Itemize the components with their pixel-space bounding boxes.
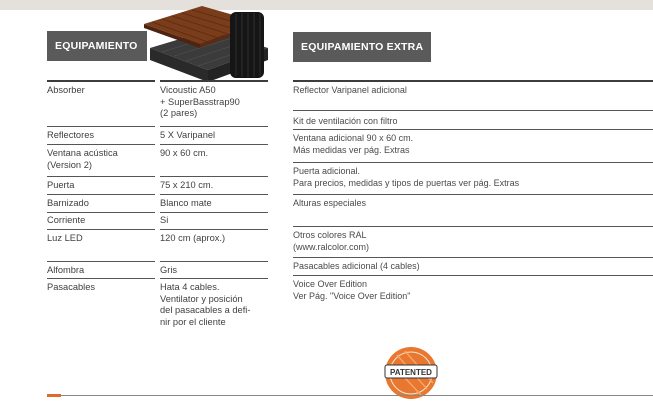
table-rule	[47, 278, 155, 279]
table-rule	[160, 229, 268, 230]
equipment-label-puerta: Puerta	[47, 180, 75, 190]
equipment-value-ventana: 90 x 60 cm.	[160, 148, 209, 158]
equipment-value-corriente: Si	[160, 215, 169, 225]
equipment-label-corriente: Corriente	[47, 215, 86, 225]
equipment-value-reflectores: 5 X Varipanel	[160, 130, 216, 140]
table-rule	[160, 212, 268, 213]
equipment-label-ventana: Ventana acústica (Version 2)	[47, 148, 118, 170]
extra-item: Pasacables adicional (4 cables)	[293, 261, 420, 271]
table-rule	[293, 275, 653, 276]
table-rule	[47, 176, 155, 177]
extra-item: Voice Over Edition Ver Pág. "Voice Over Edition"	[293, 279, 411, 301]
table-rule	[293, 257, 653, 258]
table-rule	[160, 194, 268, 195]
extra-item: Alturas especiales	[293, 198, 367, 208]
table-rule	[47, 212, 155, 213]
table-rule	[47, 229, 155, 230]
table-rule	[47, 126, 155, 127]
table-rule	[160, 278, 268, 279]
equipment-label-reflectores: Reflectores	[47, 130, 95, 140]
product-image	[140, 0, 275, 90]
table-rule	[160, 126, 268, 127]
top-band	[0, 0, 653, 10]
extra-item: Kit de ventilación con filtro	[293, 116, 398, 126]
footer-accent	[47, 394, 61, 397]
table-rule	[293, 226, 653, 227]
table-rule	[160, 176, 268, 177]
extra-equipment-header: EQUIPAMIENTO EXTRA	[293, 32, 431, 62]
extra-item: Puerta adicional. Para precios, medidas y tipos de puertas ver pág. Extras	[293, 166, 520, 188]
table-rule	[47, 194, 155, 195]
footer-rule	[47, 395, 653, 396]
equipment-label-absorber: Absorber	[47, 85, 85, 95]
equipment-label-luz-led: Luz LED	[47, 233, 83, 243]
badge-text: PATENTED	[390, 368, 432, 377]
equipment-label-alfombra: Alfombra	[47, 265, 85, 275]
equipment-label-barnizado: Barnizado	[47, 198, 89, 208]
table-rule	[293, 110, 653, 111]
equipment-header: EQUIPAMIENTO	[47, 31, 147, 61]
table-rule	[293, 129, 653, 130]
table-rule	[293, 80, 653, 82]
equipment-value-alfombra: Gris	[160, 265, 178, 275]
table-rule	[47, 261, 155, 262]
table-rule	[47, 80, 155, 82]
equipment-label-pasacables: Pasacables	[47, 282, 96, 292]
extra-item: Otros colores RAL (www.ralcolor.com)	[293, 230, 370, 252]
table-rule	[160, 80, 268, 82]
table-rule	[293, 162, 653, 163]
table-rule	[160, 261, 268, 262]
equipment-value-absorber: Vicoustic A50 + SuperBasstrap90 (2 pares)	[160, 85, 240, 118]
equipment-value-pasacables: Hata 4 cables. Ventilator y posición del pasacables a defi- nir por el cliente	[160, 282, 251, 327]
equipment-value-luz-led: 120 cm (aprox.)	[160, 233, 226, 243]
table-rule	[160, 144, 268, 145]
table-rule	[293, 194, 653, 195]
table-rule	[47, 144, 155, 145]
equipment-value-puerta: 75 x 210 cm.	[160, 180, 214, 190]
equipment-value-barnizado: Blanco mate	[160, 198, 212, 208]
extra-item: Ventana adicional 90 x 60 cm. Más medidas ver pág. Extras	[293, 133, 414, 155]
extra-item: Reflector Varipanel adicional	[293, 85, 407, 95]
patented-badge-icon	[383, 345, 439, 401]
